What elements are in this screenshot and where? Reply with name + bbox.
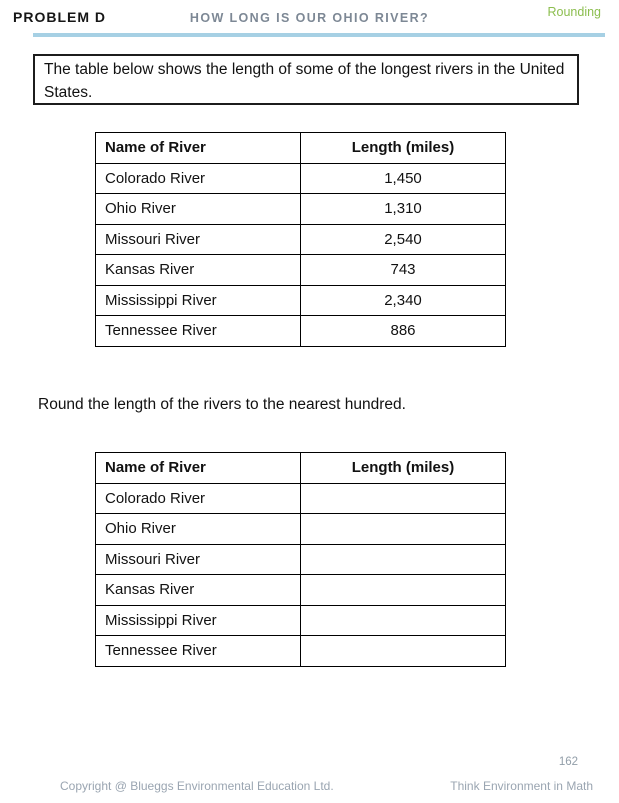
table-row bbox=[96, 285, 506, 316]
river-length-cell: 1,310 bbox=[301, 194, 506, 225]
river-name-cell: Kansas River bbox=[96, 575, 301, 606]
table-header-row bbox=[96, 453, 506, 484]
river-length-cell: 886 bbox=[301, 316, 506, 347]
river-name-cell: Colorado River bbox=[96, 163, 301, 194]
table-row bbox=[96, 636, 506, 667]
intro-text-box bbox=[33, 54, 579, 105]
page-title: HOW LONG IS OUR OHIO RIVER? bbox=[189, 11, 430, 25]
intro-text: The table below shows the length of some of the longest rivers in the United States. bbox=[44, 61, 565, 101]
river-name-cell: Ohio River bbox=[96, 194, 301, 225]
topic-tag: Rounding bbox=[547, 5, 601, 19]
table-row bbox=[96, 163, 506, 194]
answer-blank-cell bbox=[301, 483, 506, 514]
table-row bbox=[96, 514, 506, 545]
table-row bbox=[96, 483, 506, 514]
river-name-cell: Tennessee River bbox=[96, 316, 301, 347]
column-header-length: Length (miles) bbox=[301, 453, 506, 484]
answer-blank-cell bbox=[301, 575, 506, 606]
rivers-table-given bbox=[95, 132, 506, 347]
table-row bbox=[96, 224, 506, 255]
answer-blank-cell bbox=[301, 605, 506, 636]
river-name-cell: Mississippi River bbox=[96, 285, 301, 316]
footer-brand: Think Environment in Math bbox=[450, 779, 593, 793]
table-row bbox=[96, 316, 506, 347]
river-length-cell: 2,340 bbox=[301, 285, 506, 316]
rounding-instruction: Round the length of the rivers to the nearest hundred. bbox=[38, 396, 406, 413]
river-name-cell: Missouri River bbox=[96, 224, 301, 255]
river-name-cell: Kansas River bbox=[96, 255, 301, 286]
table-row bbox=[96, 544, 506, 575]
answer-blank-cell bbox=[301, 544, 506, 575]
rivers-table-answers bbox=[95, 452, 506, 667]
table-row bbox=[96, 255, 506, 286]
column-header-length: Length (miles) bbox=[301, 133, 506, 164]
table-row bbox=[96, 605, 506, 636]
page-number: 162 bbox=[558, 756, 578, 768]
answer-blank-cell bbox=[301, 636, 506, 667]
river-name-cell: Mississippi River bbox=[96, 605, 301, 636]
river-name-cell: Ohio River bbox=[96, 514, 301, 545]
header-rule-divider bbox=[33, 33, 605, 37]
river-name-cell: Missouri River bbox=[96, 544, 301, 575]
answer-blank-cell bbox=[301, 514, 506, 545]
river-name-cell: Tennessee River bbox=[96, 636, 301, 667]
river-name-cell: Colorado River bbox=[96, 483, 301, 514]
river-length-cell: 743 bbox=[301, 255, 506, 286]
column-header-name: Name of River bbox=[96, 133, 301, 164]
table-row bbox=[96, 194, 506, 225]
river-length-cell: 1,450 bbox=[301, 163, 506, 194]
table-row bbox=[96, 575, 506, 606]
river-length-cell: 2,540 bbox=[301, 224, 506, 255]
problem-label: PROBLEM D bbox=[13, 9, 106, 25]
table-header-row bbox=[96, 133, 506, 164]
column-header-name: Name of River bbox=[96, 453, 301, 484]
footer-copyright: Copyright @ Blueggs Environmental Education Ltd. bbox=[60, 779, 334, 793]
